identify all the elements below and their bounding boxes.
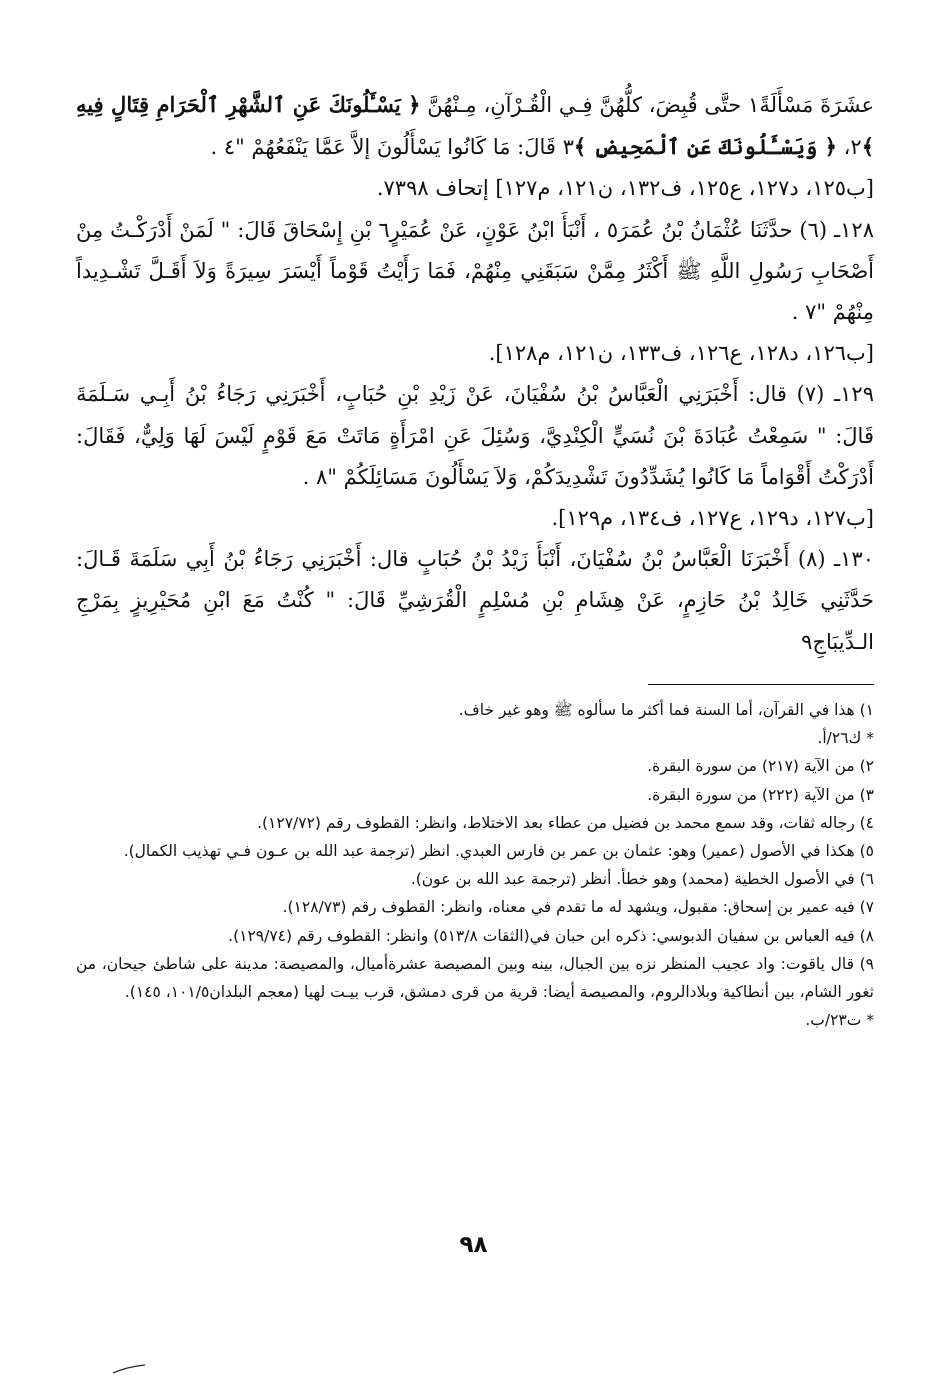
paragraph-continuation	[76, 84, 874, 168]
text-segment: ٢،	[836, 135, 862, 160]
footnote: ٤) رجاله ثقات، وقد سمع محمد بن فضيل من عطاء بعد الاختلاط، وانظر: القطوف رقم (١٢٧/٧٢).	[257, 813, 874, 832]
hadith-128: ١٢٨ـ (٦) حدَّثَنَا عُثْمَانُ بْنُ عُمَرَ٥ ، أَنْبَأَ ابْنُ عَوْنٍ، عَنْ عُمَيْرٍ٦ بْنِ إِسْحَاقَ قَالَ: " لَمَنْ أَدْرَكْـتُ مِنْ أَصْحَابِ رَسُولِ اللَّهِ ﷺ أَكْثَرُ مِمَّنْ سَبَقَنِي مِنْهُمْ، فَمَا رَأَيْتُ قَوْماً أَيْسَرَ سِيرَةً وَلاَ أَقَـلَّ تَشْـدِيداً مِنْهُمْ "٧ .	[76, 217, 874, 325]
quran-verse: ﴿ يَسْـَٔلُونَكَ عَنِ ٱلشَّهْرِ ٱلْحَرَامِ قِتَالٍ فِيهِ ﴾	[76, 92, 874, 160]
reference-line: [ب١٢٦، د١٢٨، ع١٢٦، ف١٣٣، ن١٢١، م١٢٨].	[488, 341, 874, 366]
footnote: ٨) فيه العباس بن سفيان الدبوسي: ذكره ابن حبان في(الثقات ٥١٣/٨) وانظر: القطوف رقم (١٢٩/٧٤).	[228, 926, 874, 945]
footnote: ٦) في الأصول الخطية (محمد) وهو خطأ. أنظر (ترجمة عبد الله بن عون).	[410, 870, 874, 889]
footnote: ٩) قال ياقوت: واد عجيب المنظر نزه بين الجبال، بينه وبين المصيصة عشرةأميال، والمصيصة: مدينة على شاطئ جيحان، من ثغور الشام، بين أنطاكية وبلادالروم، والمصيصة أيضا: قرية من قرى دمشق، قرب بيـت لهيا (معجم البلدان١٠١/٥، ١٤٥).	[76, 954, 874, 1002]
footnote: ٧) فيه عمير بن إسحاق: مقبول، ويشهد له ما تقدم في معناه، وانظر: القطوف رقم (١٢٨/٧٣).	[282, 898, 874, 917]
page-number: ٩٨	[459, 1232, 488, 1258]
footnote: ٥) هكذا في الأصول (عمير) وهو: عثمان بن عمر بن فارس العبدي. انظر (ترجمة عبد الله بن عـون فـي تهذيب الكمال).	[123, 842, 874, 861]
folio-marker: * ت٢٣/ب.	[805, 1011, 874, 1030]
main-text	[76, 84, 874, 663]
text-segment: عشَرَةَ مَسْأَلَةً١ حتَّى قُبِضَ، كلُّهُنَّ فِـي الْقُـرْآنِ، مِـنْهُنَّ	[420, 93, 874, 117]
hadith-129: ١٢٩ـ (٧) قال: أَخْبَرَنِي الْعَبَّاسُ بْنُ سُفْيَانَ، عَنْ زَيْدِ بْنِ حُبَابٍ، أَخْبَرَنِي رَجَاءُ بْنُ أَبِـي سَـلَمَةَ قَالَ: " سَمِعْتُ عُبَادَةَ بْنَ نُسَيٍّ الْكِنْدِيَّ، وَسُئِلَ عَنِ امْرَأَةٍ مَاتَتْ مَعَ قَوْمٍ لَيْسَ لَهَا وَلِيٌّ، فَقَالَ: أَدْرَكْتُ أَقْوَاماً مَا كَانُوا يُشَدِّدُونَ تَشْدِيدَكُمْ، وَلاَ يَسْأَلُونَ مَسَائِلَكُمْ "٨ .	[76, 382, 874, 489]
footnotes	[76, 696, 874, 1034]
reference-line: [ب١٢٧، د١٢٩، ع١٢٧، ف١٣٤، م١٢٩].	[551, 506, 874, 531]
footnote: ٢) من الآية (٢١٧) من سورة البقرة.	[647, 757, 874, 776]
hadith-130: ١٣٠ـ (٨) أَخْبَرَنَا الْعَبَّاسُ بْنُ سُفْيَانَ، أَنْبَأَ زَيْدُ بْنُ حُبَابٍ قال: أَخْبَرَنِي رَجَاءُ بْنُ أَبِي سَلَمَةَ قَـالَ: حَدَّثَنِي خَالِدُ بْنُ حَازِمٍ، عَنْ هِشَامِ بْنِ مُسْلِمٍ الْقُرَشِيِّ قَالَ: " كُنْتُ مَعَ ابْنِ مُحَيْرِيزٍ بِمَرْجِ الـدِّيبَاجِ٩	[76, 547, 874, 654]
footnote-separator	[648, 684, 874, 685]
scan-mark	[112, 1364, 146, 1374]
text-segment: ٣ قَالَ: مَا كَانُوا يَسْأَلُونَ إلاَّ عَمَّا يَنْفَعُهُمْ "٤ .	[210, 135, 574, 160]
footnote: ١) هذا في القرآن، أما السنة فما أكثر ما سألوه ﷺ وهو غير خاف.	[458, 701, 874, 719]
quran-verse: ﴿ وَيَسْـَٔلُونَكَ عَنِ ٱلْمَحِيضِ ﴾	[573, 134, 837, 160]
footnote: ٣) من الآية (٢٢٢) من سورة البقرة.	[647, 785, 874, 804]
reference-line: [ب١٢٥، د١٢٧، ع١٢٥، ف١٣٢، ن١٢١، م١٢٧] إتحاف ٧٣٩٨.	[376, 176, 874, 201]
folio-marker: * ك٢٦/أ.	[817, 729, 874, 748]
